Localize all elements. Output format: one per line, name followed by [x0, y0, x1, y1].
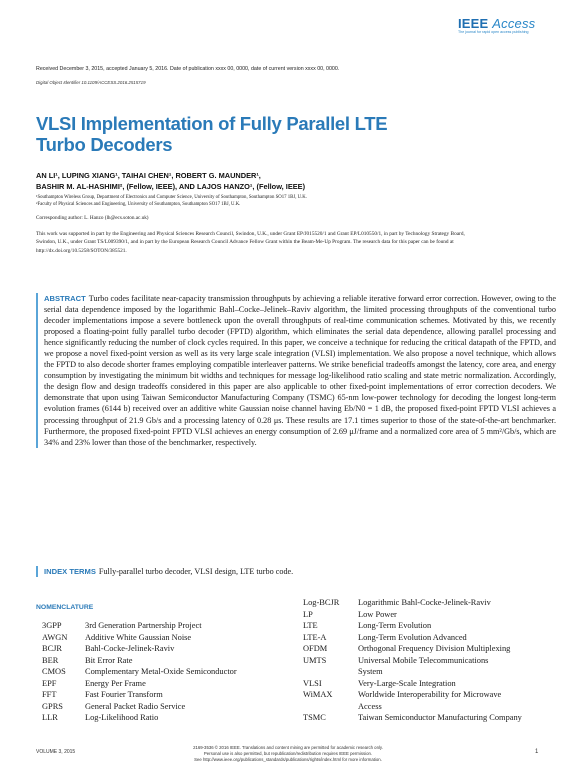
author-list — [36, 170, 546, 192]
authors-line-1: AN LI¹, LUPING XIANG¹, TAIHAI CHEN¹, ROBERT G. MAUNDER¹, — [36, 171, 261, 180]
nomenclature-abbr: LLR — [42, 713, 58, 723]
nomenclature-abbr: VLSI — [303, 678, 322, 688]
abstract-text: Turbo codes facilitate near-capacity transmission throughputs by achieving a reliable iterative forward error correction. However, owing to the serial data dependence imposed by the logarithmic Bahl–Cocke–Jelinek–Raviv algorithm, the limited processing throughputs of the conventional turbo decoder implementations impose a severe bottleneck upon the overall throughputs of real-time communication schemes. Motivated by this, we recently proposed a floating-point fully parallel turbo decoder (FPTD) algorithm, which eliminates the serial data dependence, allowing parallel processing and hence significantly reducing the number of clock cycles required. In this paper, we conceive a technique for reducing the critical datapath of the FPTD, and we propose a novel fixed-point version as well as its very large scale integration (VLSI) implementation. We also propose a novel technique, which allows the FPTD to also decode shorter frames employing compatible interleaver patterns. We strike beneficial tradeoffs amongst the latency, core area, and energy consumption by investigating the minimum bit widths and techniques for message log-likelihood ratio scaling and state metric normalization. Accordingly, the design flow and design tradeoffs considered in this paper are also applicable to other fixed-point implementations of error correction decoders. We demonstrate that upon using Taiwan Semiconductor Manufacturing Company (TSMC) 65-nm low-power technology for decoding the longest long-term evolution frames (6144 b) received over an additive white Gaussian noise channel having Eb/N0 = 1 dB, the proposed fixed-point FPTD VLSI achieves a processing throughput of 21.9 Gb/s and a processing latency of 0.28 μs. These results are 17.1 times superior to those of the state-of-the-art benchmarker. Furthermore, the proposed fixed-point FPTD VLSI achieves an energy consumption of 2.69 μJ/frame and a normalized core area of 5 mm²/Gb/s, which are 34% and 23% lower than those of the benchmarker, respectively. — [44, 294, 556, 447]
nomenclature-definition: Additive White Gaussian Noise — [85, 632, 192, 642]
footer-volume: VOLUME 3, 2015 — [36, 749, 76, 755]
nomenclature-row — [303, 643, 565, 655]
nomenclature-abbr: LP — [303, 609, 313, 619]
nomenclature-abbr: WiMAX — [303, 690, 333, 700]
nomenclature-row — [303, 597, 565, 609]
nomenclature-abbr — [303, 666, 358, 678]
nomenclature-row — [303, 666, 565, 678]
nomenclature-row — [303, 655, 565, 667]
corresponding-author: Corresponding author: L. Hanzo (lh@ecs.soton.ac.uk) — [36, 215, 149, 221]
journal-logo — [458, 16, 554, 34]
nomenclature-abbr — [303, 701, 358, 713]
funding-note: This work was supported in part by the Engineering and Physical Sciences Research Council, Swindon, U.K., under Grant EP/J015520/1 and Grant EP/L010550/1, in part by Technology Strategy Board, Swindon, U.K., under Grant TS/L009390/1, and in part by the European Research Council Advance Fellow Grant within the Beam-Me-Up Program. The research data for this paper can be found at http://dx.doi.org/10.5258/SOTON/385521. — [36, 231, 465, 254]
nomenclature-abbr: LTE-A — [303, 632, 327, 642]
paper-title: VLSI Implementation of Fully Parallel LTE Turbo Decoders — [36, 113, 388, 155]
journal-brand-ieee: IEEE — [458, 16, 489, 31]
nomenclature-row — [42, 632, 282, 644]
nomenclature-definition: Fast Fourier Transform — [85, 690, 163, 700]
journal-tagline: The journal for rapid open access publishing — [458, 30, 529, 34]
nomenclature-definition: Universal Mobile Telecommunications — [358, 655, 489, 665]
nomenclature-row — [42, 701, 282, 713]
nomenclature-row — [303, 689, 565, 701]
nomenclature-abbr: FFT — [42, 690, 57, 700]
received-line: Received December 3, 2015, accepted January 5, 2016. Date of publication xxxx 00, 0000, date of current version xxxx 00, 0000. — [36, 66, 340, 72]
nomenclature-abbr: GPRS — [42, 701, 63, 711]
nomenclature-row — [42, 620, 282, 632]
nomenclature-abbr: BCJR — [42, 644, 63, 654]
nomenclature-abbr: BER — [42, 655, 59, 665]
nomenclature-row — [42, 643, 282, 655]
nomenclature-definition: Complementary Metal-Oxide Semiconductor — [85, 667, 237, 677]
abstract-heading: ABSTRACT — [44, 294, 86, 303]
nomenclature-abbr: Log-BCJR — [303, 598, 340, 607]
footer-copyright-line-1: 2169-3536 © 2016 IEEE. Translations and content mining are permitted for academic research only. — [193, 745, 383, 750]
nomenclature-definition: Orthogonal Frequency Division Multiplexing — [358, 644, 511, 654]
nomenclature-abbr: UMTS — [303, 655, 327, 665]
nomenclature-definition: Bit Error Rate — [85, 655, 133, 665]
nomenclature-definition: System — [358, 667, 383, 677]
affiliation-2: ²Faculty of Physical Sciences and Engineering, University of Southampton, Southampton SO17 1BJ, U.K. — [36, 202, 241, 207]
nomenclature-row — [42, 712, 282, 724]
nomenclature-definition: 3rd Generation Partnership Project — [85, 621, 202, 630]
page-number: 1 — [535, 749, 539, 755]
nomenclature-definition: Access — [358, 701, 382, 711]
nomenclature-abbr: EPF — [42, 678, 57, 688]
nomenclature-row — [303, 620, 565, 632]
index-terms-block — [36, 566, 556, 577]
footer-copyright-line-3: See http://www.ieee.org/publications_standards/publications/rights/index.html for more information. — [194, 757, 382, 763]
abstract-block — [36, 293, 556, 448]
doi-line: Digital Object Identifier 10.1109/ACCESS.2016.2515719 — [36, 80, 146, 85]
journal-brand — [458, 16, 554, 31]
index-terms-text: Fully-parallel turbo decoder, VLSI design, LTE turbo code. — [98, 567, 294, 576]
nomenclature-left-column — [42, 620, 282, 724]
nomenclature-abbr: CMOS — [42, 667, 66, 677]
nomenclature-abbr: TSMC — [303, 713, 326, 723]
nomenclature-row — [303, 701, 565, 713]
nomenclature-definition: Long-Term Evolution — [358, 621, 432, 631]
nomenclature-definition: Very-Large-Scale Integration — [358, 678, 456, 688]
abstract-paragraph — [44, 293, 556, 448]
nomenclature-row — [42, 689, 282, 701]
nomenclature-definition: Long-Term Evolution Advanced — [358, 632, 467, 642]
nomenclature-row — [303, 678, 565, 690]
nomenclature-row — [42, 678, 282, 690]
nomenclature-heading: NOMENCLATURE — [36, 604, 94, 611]
affiliation-1: ¹Southampton Wireless Group, Department of Electronics and Computer Science, University of Southampton, Southampton SO17 1BJ, U.K. — [36, 195, 307, 200]
index-terms-heading: INDEX TERMS — [44, 567, 96, 576]
nomenclature-row — [303, 712, 565, 724]
nomenclature-row — [42, 666, 282, 678]
nomenclature-abbr: 3GPP — [42, 621, 62, 630]
nomenclature-definition: Worldwide Interoperability for Microwave — [358, 690, 502, 700]
nomenclature-definition: Logarithmic Bahl-Cocke-Jelinek-Raviv — [358, 598, 491, 607]
nomenclature-definition: Energy Per Frame — [85, 678, 146, 688]
nomenclature-abbr: LTE — [303, 621, 318, 631]
nomenclature-definition: Log-Likelihood Ratio — [85, 713, 159, 723]
nomenclature-definition: Bahl-Cocke-Jelinek-Raviv — [85, 644, 175, 654]
nomenclature-definition: Taiwan Semiconductor Manufacturing Company — [358, 713, 522, 723]
footer-copyright-line-2: Personal use is also permitted, but republication/redistribution requires IEEE permission. — [203, 751, 373, 757]
nomenclature-abbr: OFDM — [303, 644, 328, 654]
footer-copyright — [150, 745, 426, 764]
nomenclature-right-column — [303, 597, 565, 724]
nomenclature-definition: General Packet Radio Service — [85, 701, 186, 711]
nomenclature-abbr: AWGN — [42, 632, 68, 642]
nomenclature-row — [303, 632, 565, 644]
journal-brand-access: Access — [492, 16, 536, 31]
nomenclature-definition: Low Power — [358, 609, 397, 619]
nomenclature-row — [303, 609, 565, 621]
authors-line-2: BASHIR M. AL-HASHIMI², (Fellow, IEEE), AND LAJOS HANZO¹, (Fellow, IEEE) — [36, 182, 306, 191]
nomenclature-row — [42, 655, 282, 667]
